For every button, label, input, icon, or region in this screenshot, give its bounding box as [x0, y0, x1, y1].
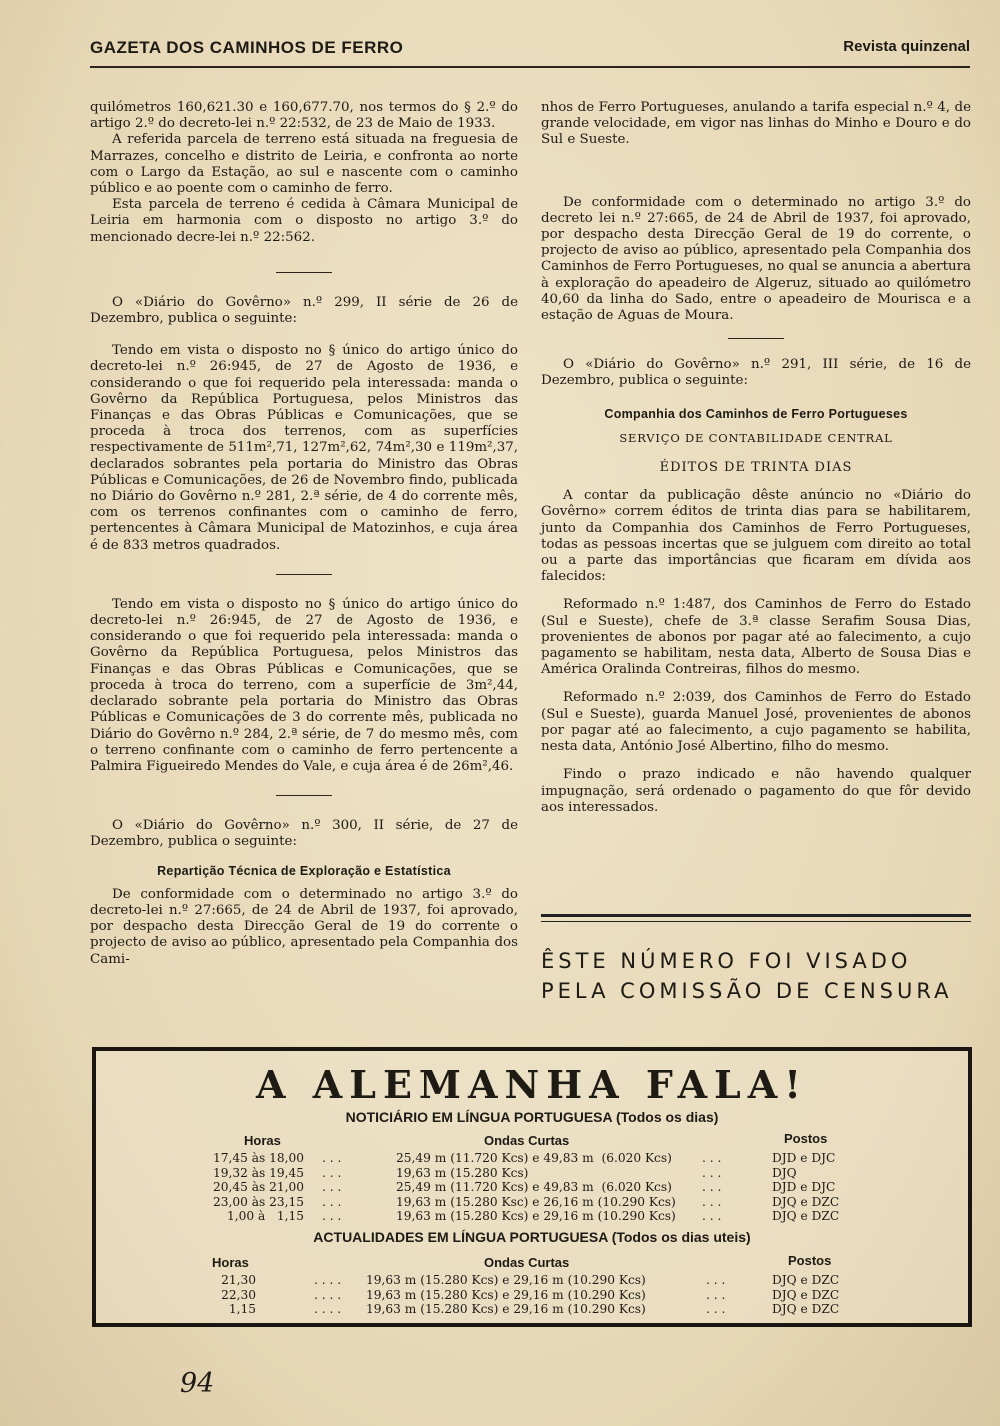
schedule-cell-postos: DJD e DJC: [772, 1151, 836, 1165]
section-separator: [276, 574, 332, 575]
col-header-ondas: Ondas Curtas: [484, 1133, 570, 1148]
schedule-cell-horas: 21,30: [221, 1273, 256, 1287]
schedule-cell-horas: 19,32 às 19,45: [212, 1165, 304, 1180]
editos-heading: ÉDITOS DE TRINTA DIAS: [659, 460, 853, 476]
schedule-cell-horas: 17,45 às 18,00: [212, 1151, 304, 1165]
schedule-cell-ondas: 25,49 m (11.720 Kcs) e 49,83 m (6.020 Kcs): [396, 1151, 672, 1165]
paragraph: Tendo em vista o disposto no § único do artigo único do decreto-lei n.º 26:945, de 27 de Agosto de 1936, e considerando o que foi requerido pela interessada: manda o Govêrno da República Portuguesa, pelos Ministros das Finanças e das Obras Públicas e Comunicações, que se proceda à troca dos terrenos, com as superfícies respectivamente de 511m²,71, 127m²,62, 74m²,30 e 119m²,37, declarados sobrantes pela portaria do Ministro das Obras Públicas e Comunicações, de 26 de Novembro findo, publicada no Diário do Govêrno n.º 281, 2.ª série, de 4 do corrente mês, com os terrenos confinantes com o caminho de ferro, pertencentes à Câmara Municipal de Matozinhos, e cuja área é de 833 metros quadrados.: [90, 343, 518, 553]
schedule-cell-dots: . . .: [322, 1151, 342, 1165]
paragraph: O «Diário do Govêrno» n.º 299, II série de 26 de Dezembro, publica o seguinte:: [90, 294, 518, 327]
section-separator: [276, 272, 332, 273]
paragraph: Reformado n.º 2:039, dos Caminhos de Ferro do Estado (Sul e Sueste), guarda Manuel José, provenientes de abonos por pagar até ao falecimento, a cujo pagamento se habilita, nesta data, António José Albertino, filho do mesmo.: [541, 690, 971, 755]
publication-frequency: Revista quinzenal: [843, 38, 970, 55]
schedule-cell-ondas: 19,63 m (15.280 Kcs): [396, 1165, 529, 1180]
radio-advertisement: [92, 1047, 972, 1327]
schedule-cell-ondas: 19,63 m (15.280 Kcs) e 29,16 m (10.290 Kcs): [396, 1209, 676, 1223]
schedule-row: [96, 1288, 968, 1303]
schedule-row: [96, 1209, 968, 1224]
paragraph: Esta parcela de terreno é cedida à Câmara Municipal de Leiria em harmonia com o disposto no artigo 3.º do mencionado decre-lei n.º 22:562.: [90, 197, 518, 245]
schedule-cell-dots: . . . .: [314, 1287, 342, 1302]
schedule-row: [96, 1273, 968, 1288]
schedule-cell-dots2: . . .: [702, 1151, 722, 1165]
schedule-cell-ondas: 19,63 m (15.280 Kcs) e 29,16 m (10.290 Kcs): [366, 1302, 646, 1316]
page-number: 94: [180, 1368, 215, 1399]
ad-title: A ALEMANHA FALA!: [256, 1062, 808, 1107]
paragraph: A contar da publicação dêste anúncio no «Diário do Govêrno» correm éditos de trinta dias para se habilitarem, junto da Companhia dos Caminhos de Ferro Portugueses, todas as pessoas incertas que se julguem com direito ao total ou a parte das importâncias que ficaram em dívida aos falecidos:: [541, 488, 971, 585]
paragraph: De conformidade com o determinado no artigo 3.º do decreto lei n.º 27:665, de 24 de Abril de 1937, foi aprovado, por despacho desta Direcção Geral de 19 do corrente, o projecto de aviso ao público, apresentado pela Companhia dos Caminhos de Ferro Portugueses, no qual se anuncia a abertura à exploração do apeadeiro de Algeruz, situado ao quilómetro 40,60 da linha do Sado, entre o apeadeiro de Mourisca e a estação de Aguas de Moura.: [541, 194, 971, 324]
schedule-row: [96, 1166, 968, 1181]
service-heading: SERVIÇO DE CONTABILIDADE CENTRAL: [619, 430, 893, 445]
schedule-cell-ondas: 19,63 m (15.280 Ksc) e 26,16 m (10.290 Kcs): [396, 1194, 676, 1209]
double-rule-thin: [541, 921, 971, 922]
schedule-cell-postos: DJQ e DZC: [772, 1209, 840, 1223]
schedule-cell-dots2: . . .: [702, 1165, 722, 1180]
section-separator: [728, 338, 784, 339]
schedule-cell-dots: . . .: [322, 1165, 342, 1180]
schedule-row: [96, 1180, 968, 1195]
schedule-cell-dots2: . . .: [702, 1209, 722, 1223]
schedule-cell-postos: DJQ e DZC: [772, 1273, 840, 1287]
schedule-cell-dots2: . . .: [702, 1194, 722, 1209]
schedule-cell-dots2: . . .: [706, 1302, 726, 1316]
left-column: [90, 100, 518, 968]
section-heading: Repartição Técnica de Exploração e Estatística: [157, 863, 451, 878]
schedule-table-daily: [96, 1151, 968, 1224]
ad-subtitle-daily: NOTICIÁRIO EM LÍNGUA PORTUGUESA (Todos os dias): [345, 1109, 719, 1125]
schedule-cell-dots: . . .: [322, 1194, 342, 1209]
censorship-line-2: PELA COMISSÃO DE CENSURA: [541, 979, 953, 1003]
paragraph: Reformado n.º 1:487, dos Caminhos de Ferro do Estado (Sul e Sueste), chefe de 3.ª classe Serafim Sousa Dias, provenientes de abonos por pagar até ao falecimento, a cujo pagamento se habilitam, nesta data, Alberto de Sousa Dias e América Oralinda Contreiras, filhos do mesmo.: [541, 597, 971, 678]
paragraph: O «Diário do Govêrno» n.º 291, III série, de 16 de Dezembro, publica o seguinte:: [541, 357, 971, 389]
company-heading: Companhia dos Caminhos de Ferro Portugueses: [604, 406, 908, 421]
schedule-cell-dots2: . . .: [706, 1273, 726, 1287]
col-header-ondas: Ondas Curtas: [484, 1255, 570, 1270]
col-header-horas: Horas: [212, 1255, 249, 1270]
schedule-cell-dots: . . . .: [314, 1273, 342, 1287]
schedule-cell-postos: DJQ: [772, 1165, 797, 1180]
col-header-horas: Horas: [244, 1133, 281, 1148]
col-header-postos: Postos: [788, 1253, 832, 1268]
spacer: [541, 149, 971, 195]
schedule-cell-ondas: 25,49 m (11.720 Kcs) e 49,83 m (6.020 Kcs): [396, 1180, 672, 1194]
schedule-cell-postos: DJQ e DZC: [772, 1302, 840, 1316]
paragraph: Tendo em vista o disposto no § único do artigo único do decreto-lei n.º 26:945, de 27 de Agosto de 1936, e considerando o que foi requerido pela interessada: manda o Govêrno da República Portuguesa, pelos Ministros das Finanças e das Obras Públicas e Comunicações, que se proceda à troca do terreno, com a superfície de 3m²,44, declarado sobrante pela portaria do Ministro das Obras Públicas e Comunicações de 3 do corrente mês, publicada no Diário do Govêrno n.º 284, 2.ª série, de 7 do mesmo mês, com o terreno confinante com o caminho de ferro pertencente a Palmira Figueiredo Mendes do Vale, e cuja área é de 26m²,46.: [90, 596, 518, 774]
double-rule-thick: [541, 914, 971, 917]
paragraph: A referida parcela de terreno está situada na freguesia de Marrazes, concelho e distrito de Leiria, e confronta ao norte com o Largo da Estação, ao sul e nascente com o caminho público e ao poente com o caminho de ferro.: [90, 132, 518, 197]
schedule-cell-postos: DJQ e DZC: [772, 1287, 840, 1302]
schedule-table-weekdays: [96, 1273, 968, 1317]
paragraph: De conformidade com o determinado no artigo 3.º do decreto-lei n.º 27:665, de 24 de Abril de 1937, foi aprovado, por despacho desta Direcção Geral de 19 do corrente o projecto de aviso ao público, apresentado pela Companhia dos Cami-: [90, 886, 518, 967]
section-separator: [276, 795, 332, 796]
schedule-cell-dots: . . .: [322, 1180, 342, 1194]
header-rule: [90, 66, 970, 68]
censorship-notice: [541, 946, 975, 1006]
col-header-postos: Postos: [784, 1131, 828, 1146]
paragraph: Findo o prazo indicado e não havendo qualquer impugnação, será ordenado o pagamento do que fôr devido aos interessados.: [541, 767, 971, 815]
schedule-cell-horas: 20,45 às 21,00: [212, 1180, 304, 1194]
publication-title: GAZETA DOS CAMINHOS DE FERRO: [90, 38, 404, 57]
schedule-row: [96, 1302, 968, 1317]
paragraph: quilómetros 160,621.30 e 160,677.70, nos termos do § 2.º do artigo 2.º do decreto-lei n.º 22:532, de 23 de Maio de 1933.: [90, 100, 518, 132]
schedule-cell-horas: 1,00 à 1,15: [226, 1209, 304, 1223]
paragraph: O «Diário do Govêrno» n.º 300, II série, de 27 de Dezembro, publica o seguinte:: [90, 818, 518, 850]
schedule-cell-horas: 1,15: [228, 1302, 256, 1316]
paragraph: nhos de Ferro Portugueses, anulando a tarifa especial n.º 4, de grande velocidade, em vigor nas linhas do Minho e Douro e do Sul e Sueste.: [541, 100, 971, 148]
schedule-cell-dots2: . . .: [706, 1287, 726, 1302]
schedule-cell-dots: . . .: [322, 1209, 342, 1223]
schedule-row: [96, 1151, 968, 1166]
page-header: [90, 38, 970, 64]
schedule-cell-postos: DJQ e DZC: [772, 1194, 840, 1209]
schedule-cell-ondas: 19,63 m (15.280 Kcs) e 29,16 m (10.290 Kcs): [366, 1273, 646, 1287]
schedule-cell-postos: DJD e DJC: [772, 1180, 836, 1194]
ad-subtitle-weekdays: ACTUALIDADES EM LÍNGUA PORTUGUESA (Todos os dias uteis): [313, 1229, 751, 1245]
schedule-cell-dots2: . . .: [702, 1180, 722, 1194]
schedule-cell-horas: 22,30: [221, 1287, 256, 1302]
schedule-row: [96, 1195, 968, 1210]
schedule-cell-horas: 23,00 às 23,15: [212, 1194, 304, 1209]
schedule-cell-dots: . . . .: [314, 1302, 342, 1316]
right-column: [541, 100, 971, 816]
censorship-line-1: ÊSTE NÚMERO FOI VISADO: [541, 949, 912, 973]
schedule-cell-ondas: 19,63 m (15.280 Kcs) e 29,16 m (10.290 Kcs): [366, 1287, 646, 1302]
